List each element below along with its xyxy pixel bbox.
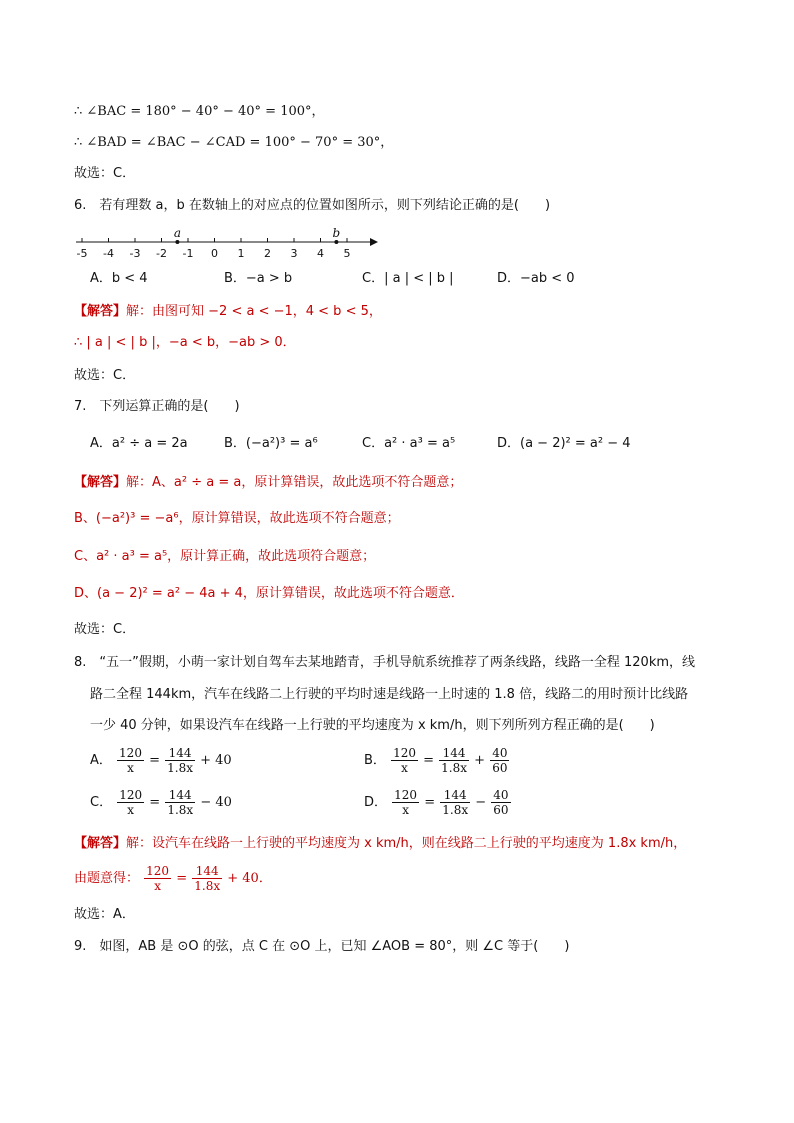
- q6-option-a: A．b < 4: [90, 271, 148, 286]
- q6-stem: 6. 若有理数 a，b 在数轴上的对应点的位置如图所示，则下列结论正确的是( ): [74, 198, 551, 213]
- q7-answer-text-1: 解：A、a² ÷ a = a，原计算错误，故此选项不符合题意；: [126, 475, 463, 490]
- number-line-tick-label: 5: [343, 247, 351, 260]
- q8-choice: 故选：A．: [74, 907, 135, 922]
- number-line-tick-label: 4: [317, 247, 324, 260]
- q7-stem: 7. 下列运算正确的是( ): [74, 399, 240, 414]
- number-line-tick-label: 1: [237, 247, 245, 260]
- q6-choice: 故选：C．: [74, 368, 136, 383]
- q7-option-d: D．(a − 2)² = a² − 4: [497, 436, 631, 451]
- number-line-point: [334, 240, 338, 244]
- q6-option-d: D．−ab < 0: [497, 271, 575, 286]
- q6-answer-line-1: [74, 303, 382, 321]
- q8-stem-2: 路二全程 144km，汽车在线路二上行驶的平均时速是线路一上时速的 1.8 倍，线路二的用时预计比线路: [90, 687, 689, 702]
- q8-stem-1: 8. “五一”假期，小萌一家计划自驾车去某地踏青，手机导航系统推荐了两条线路，线路一全程 120km，线: [74, 655, 696, 670]
- number-line-tick-label: 0: [211, 247, 218, 260]
- q7-option-b: B．(−a²)³ = a⁶: [224, 436, 318, 451]
- solution-line-2: ∴ ∠BAD = ∠BAC − ∠CAD = 100° − 70° = 30°，: [74, 135, 394, 150]
- q6-answer-line-2: ∴ | a | < | b |，−a < b，−ab > 0．: [74, 335, 296, 350]
- number-line-tick-label: -1: [182, 247, 194, 260]
- q6-number-line: [74, 228, 384, 260]
- q8-answer-line-1: [74, 835, 686, 853]
- answer-tag: 【解答】: [74, 304, 127, 319]
- q6-answer-text-1: 解：由图可知 −2 < a < −1，4 < b < 5，: [126, 304, 382, 319]
- q8-option-d: D． $\frac{120}{x}$ = $\frac{144}{1.8x}$ − $\frac{40}{60}$: [364, 788, 509, 817]
- q8-option-a: A． $\frac{120}{x}$ = $\frac{144}{1.8x}$ + 40: [90, 746, 232, 775]
- answer-tag: 【解答】: [74, 475, 127, 490]
- q7-answer-line-1: [74, 474, 462, 492]
- q7-answer-line-4: D、(a − 2)² = a² − 4a + 4，原计算错误，故此选项不符合题意．: [74, 586, 464, 601]
- number-line-tick-label: -3: [129, 247, 141, 260]
- q7-answer-line-3: C、a² · a³ = a⁵，原计算正确，故此选项符合题意；: [74, 549, 376, 564]
- number-line-tick-label: -2: [156, 247, 167, 260]
- number-line-point: [175, 240, 179, 244]
- q6-option-c: C．| a | < | b |: [362, 271, 454, 286]
- number-line-point-label: a: [173, 228, 181, 240]
- q6-option-b: B．−a > b: [224, 271, 293, 286]
- number-line-tick-label: -5: [76, 247, 88, 260]
- q7-choice: 故选：C．: [74, 622, 136, 637]
- q8-option-c: C． $\frac{120}{x}$ = $\frac{144}{1.8x}$ − 40: [90, 788, 232, 817]
- q7-option-c: C．a² · a³ = a⁵: [362, 436, 456, 451]
- number-line-tick-label: 3: [290, 247, 298, 260]
- q7-answer-line-2: B、(−a²)³ = −a⁶，原计算错误，故此选项不符合题意；: [74, 511, 400, 526]
- number-line-arrow: [370, 238, 378, 246]
- choice-line: 故选：C．: [74, 166, 136, 181]
- answer-tag: 【解答】: [74, 836, 127, 851]
- q8-stem-3: 一少 40 分钟，如果设汽车在线路一上行驶的平均速度为 x km/h，则下列所列方程正确的是( ): [90, 718, 655, 733]
- q8-option-b: B． $\frac{120}{x}$ = $\frac{144}{1.8x}$ + $\frac{40}{60}$: [364, 746, 508, 775]
- q9-stem: 9. 如图，AB 是 ⊙O 的弦，点 C 在 ⊙O 上，已知 ∠AOB = 80°，则 ∠C 等于( ): [74, 939, 570, 954]
- number-line-tick-label: 2: [264, 247, 271, 260]
- q8-answer-line-2: 由题意得： $\frac{120}{x}$ = $\frac{144}{1.8x}$ + 40．: [74, 864, 272, 893]
- q8-answer-text-1: 解：设汽车在线路一上行驶的平均速度为 x km/h，则在线路二上行驶的平均速度为 1.8x km/h，: [126, 836, 687, 851]
- solution-line-1: ∴ ∠BAC = 180° − 40° − 40° = 100°，: [74, 104, 325, 119]
- q7-option-a: A．a² ÷ a = 2a: [90, 436, 188, 451]
- number-line-point-label: b: [332, 228, 341, 240]
- number-line-tick-label: -4: [103, 247, 114, 260]
